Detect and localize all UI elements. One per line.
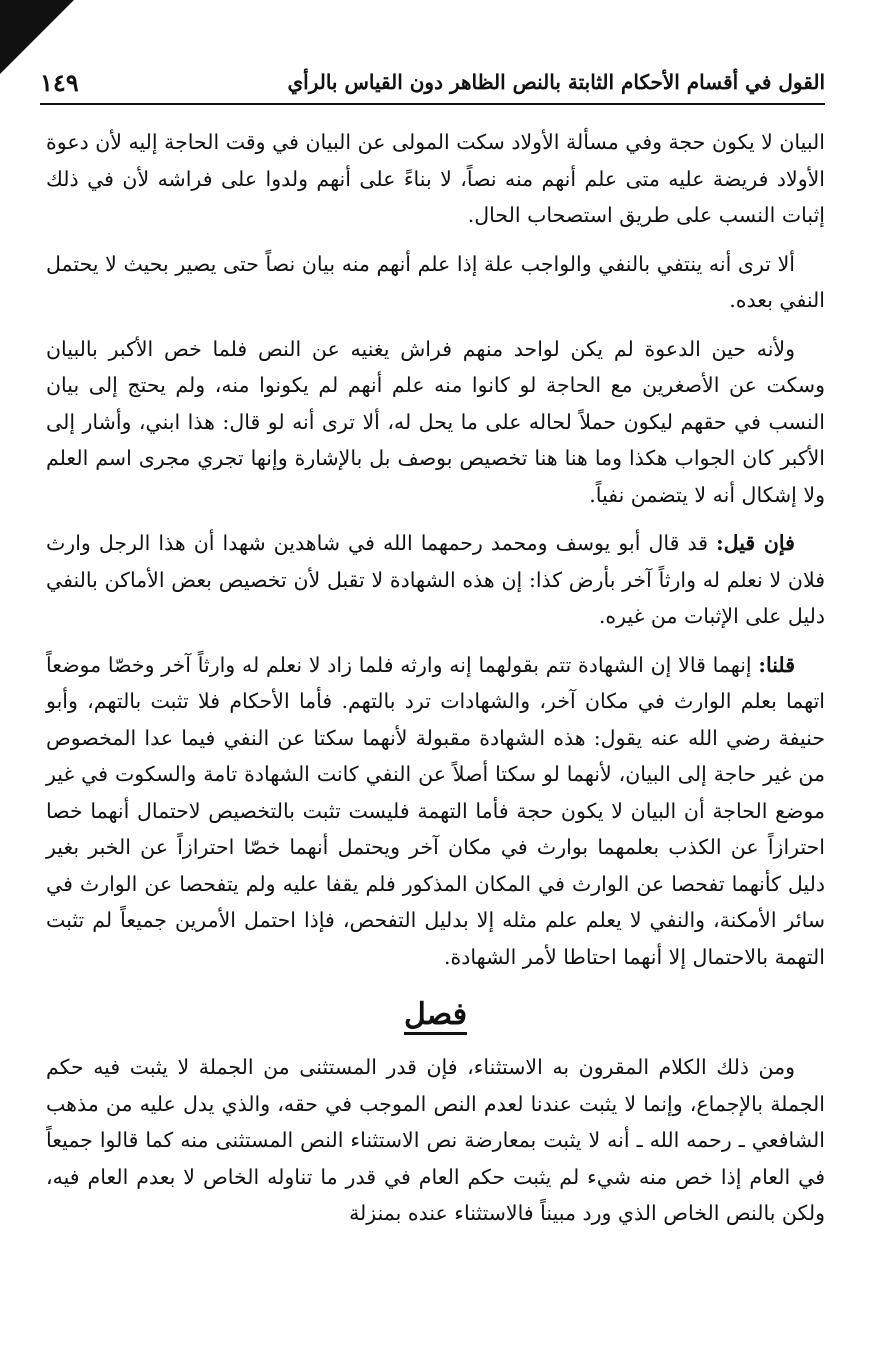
reply-paragraph — [46, 647, 825, 976]
running-title: القول في أقسام الأحكام الثابتة بالنص الظاهر دون القياس بالرأي — [287, 70, 825, 94]
reply-text: إنهما قالا إن الشهادة تتم بقولهما إنه وارثه فلما زاد لا نعلم له وارثاً آخر وخصّا موضعاً اتهما بعلم الوارث في مكان آخر، والشهادات ترد بالتهم. فأما الأحكام فلا تثبت بالتهم، وأبو حنيفة رضي الله عنه يقول: هذه الشهادة مقبولة لأنهما سكتا عن النفي فيما عدا المخصوص من غير حاجة إلى البيان، لأنهما لو سكتا أصلاً عن النفي كانت الشهادة تامة والسكوت في غير موضع الحاجة أن البيان لا يكون حجة فأما التهمة فليست تثبت بالتخصيص لاحتمال أنهما خصا احترازاً عن الكذب بعلمهما بوارث في مكان آخر ويحتمل أنهما خصّا احترازاً عن الخبر بغير دليل كأنهما تفحصا عن الوارث في المكان المذكور فلم يقفا عليه ولم يتفحصا عن الوارث في سائر الأمكنة، والنفي لا يعلم علم مثله إلا بدليل التفحص، فإذا احتمل الأمرين جميعاً لم تثبت التهمة بالاحتمال إلا أنهما احتاطا لأمر الشهادة. — [46, 652, 825, 969]
paragraph: ألا ترى أنه ينتفي بالنفي والواجب علة إذا علم أنهم منه بيان نصاً حتى يصير بحيث لا يحتمل النفي بعده. — [46, 251, 825, 312]
paragraph: ولأنه حين الدعوة لم يكن لواحد منهم فراش يغنيه عن النص فلما خص الأكبر بالبيان وسكت عن الأصغرين مع الحاجة لو كانوا منه علم أنهم لم يكونوا منه، ولم يحتج إلى بيان النسب في حقهم ليكون حملاً لحاله على ما يحل له، ألا ترى أنه لو قال: هذا ابني، وأشار إلى الأكبر كان الجواب هكذا وما هنا هنا تخصيص بوصف بل بالإشارة وإنها تجري مجرى اسم العلم ولا إشكال أنه لا يتضمن نفياً. — [46, 336, 825, 507]
objection-paragraph — [46, 525, 825, 635]
paragraph: البيان لا يكون حجة وفي مسألة الأولاد سكت المولى عن البيان في وقت الحاجة إليه لأن دعوة الأولاد فريضة عليه متى علم أنهم منه نصاً، لا بناءً على أنهم ولدوا على فراشه لأن في ذلك إثبات النسب على طريق استصحاب الحال. — [46, 130, 825, 227]
main-text — [46, 124, 825, 1232]
section-heading: فصل — [403, 997, 468, 1032]
header-rule — [40, 103, 825, 105]
objection-lead: فإن قيل: — [716, 531, 795, 555]
page-header — [40, 64, 825, 100]
paragraph: ومن ذلك الكلام المقرون به الاستثناء، فإن قدر المستثنى من الجملة لا يثبت فيه حكم الجملة بالإجماع، وإنما لا يثبت عندنا لعدم النص الموجب في حقه، والذي يدل عليه من مذهب الشافعي ـ رحمه الله ـ أنه لا يثبت بمعارضة نص الاستثناء النص المستثنى منه كما قالوا جميعاً في العام إذا خص منه شيء لم يثبت حكم العام في قدر ما تناوله الخاص لا بعدم العام فيه، ولكن بالنص الخاص الذي ورد مبيناً فالاستثناء عنده بمنزلة — [46, 1055, 825, 1225]
reply-lead: قلنا: — [758, 652, 795, 677]
objection-text: قد قال أبو يوسف ومحمد رحمهما الله في شاهدين شهدا أن هذا الرجل وارث فلان لا نعلم له وارثاً آخر بأرض كذا: إن هذه الشهادة لا تقبل لأن تخصيص بعض الأماكن بالنفي دليل على الإثبات من غيره. — [46, 531, 825, 628]
page-number: ١٤٩ — [40, 67, 79, 97]
page-corner-mark — [0, 0, 74, 74]
